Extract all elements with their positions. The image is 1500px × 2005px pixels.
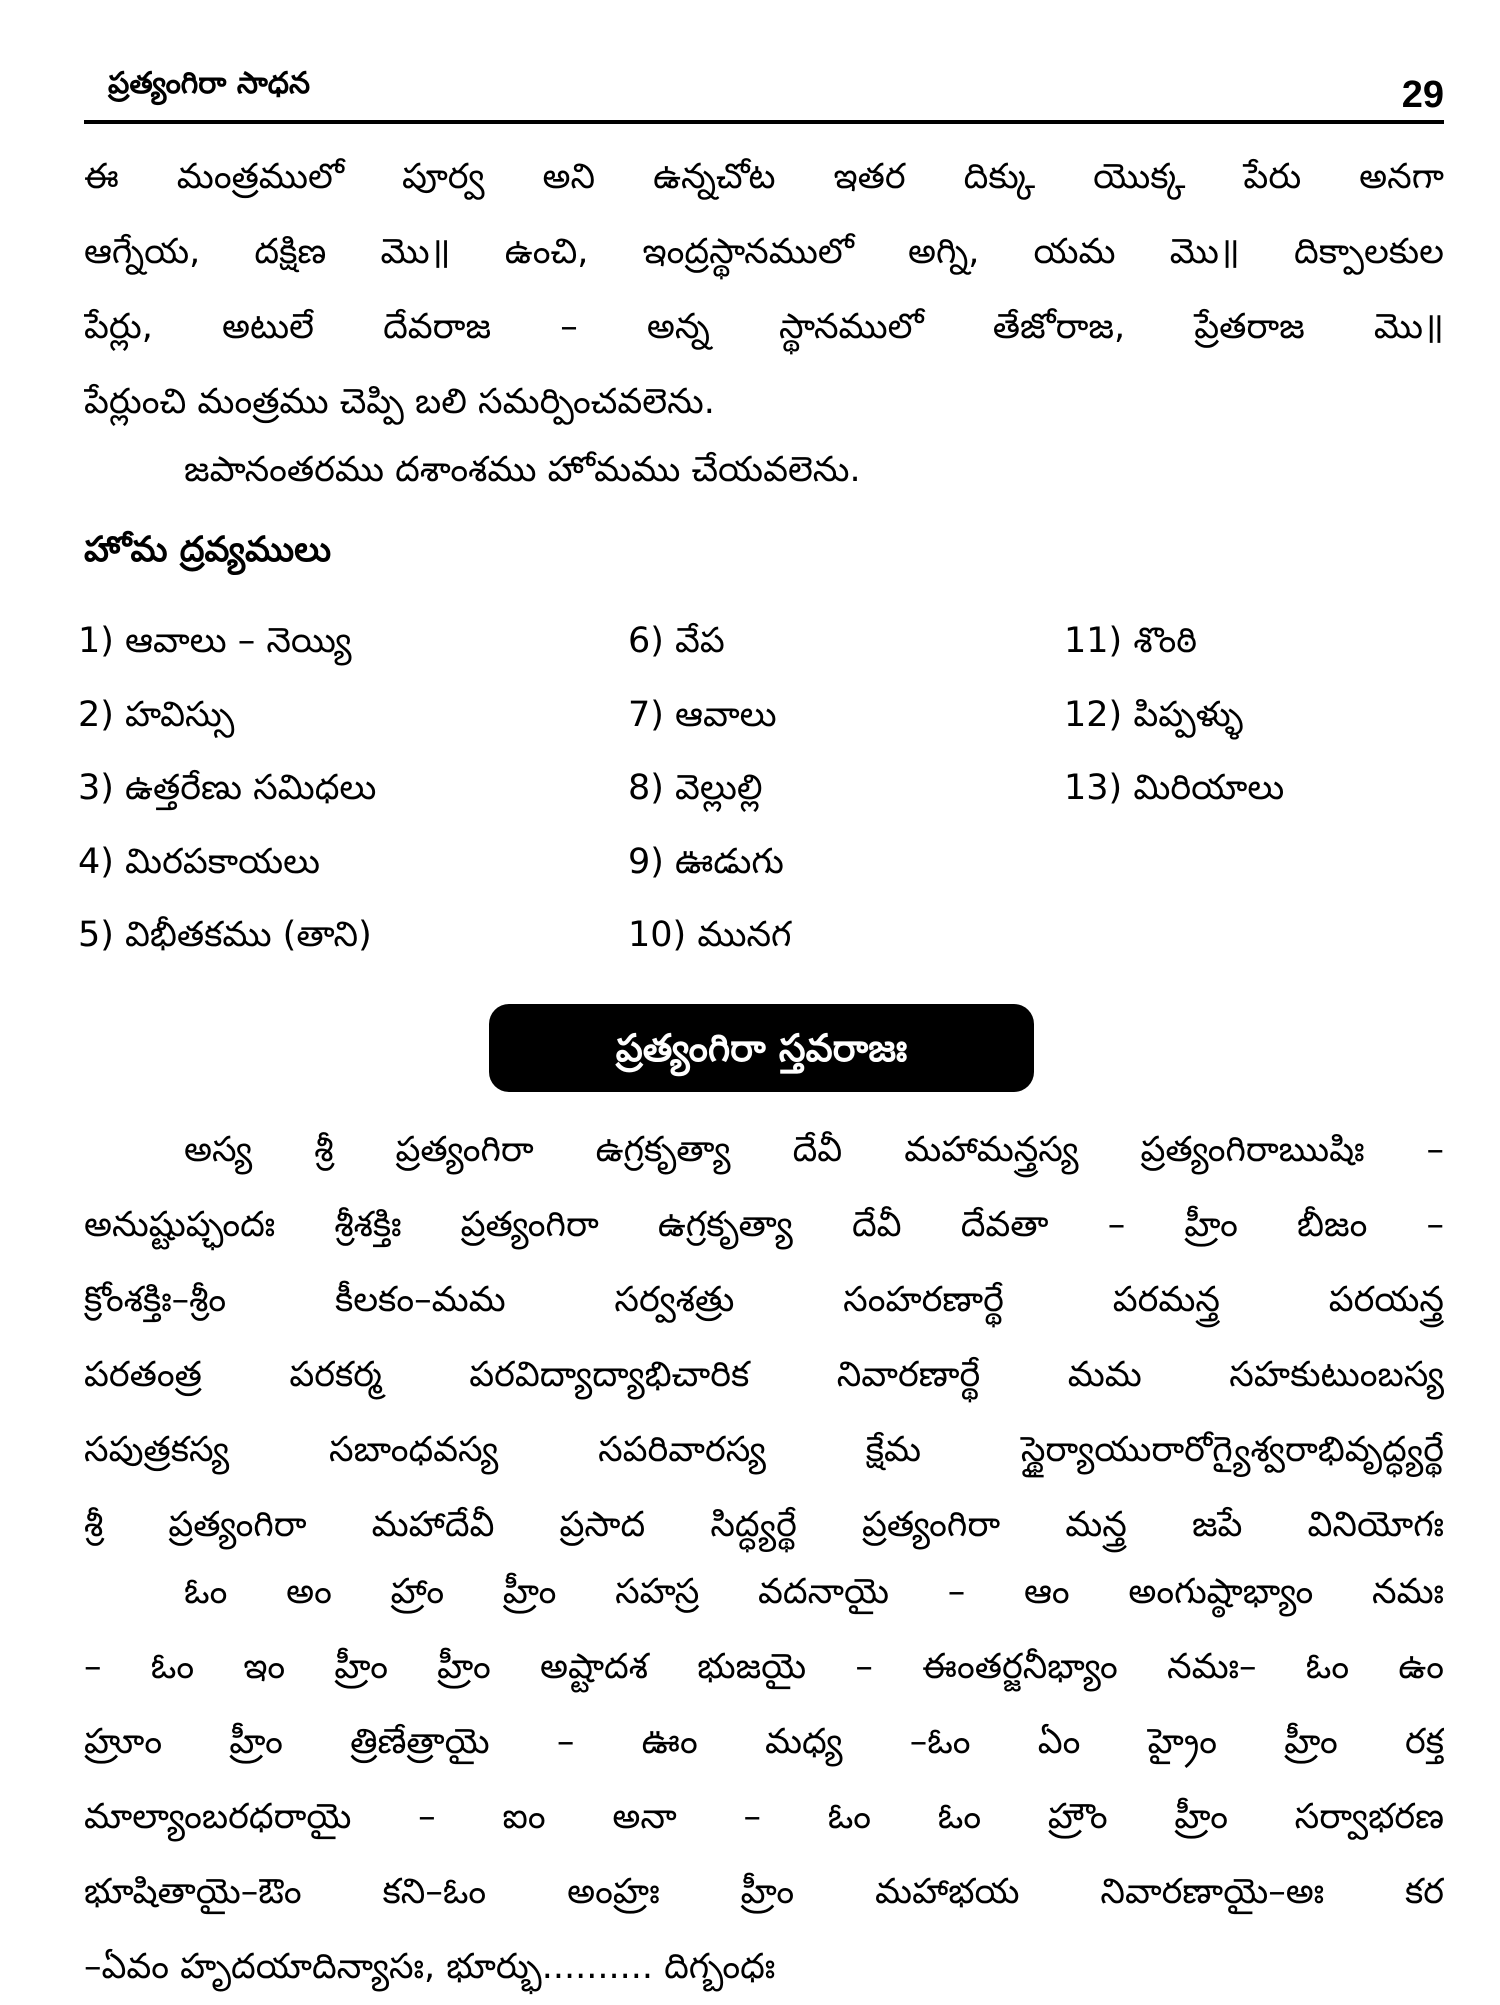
list-item: 6) వేప — [628, 621, 725, 661]
text-line: జపానంతరము దశాంశము హోమము చేయవలెను. — [184, 450, 861, 490]
text-line: పేర్లుంచి మంత్రము చెప్పి బలి సమర్పించవలెను. — [84, 382, 715, 422]
homa-heading: హోమ ద్రవ్యములు — [84, 530, 332, 570]
list-item: 7) ఆవాలు — [628, 694, 777, 735]
text-line: మాల్యాంబరధరాయై – ఐం అనా – ఓం ఓం హ్రౌం హ్రీం సర్వాభరణ — [84, 1797, 1444, 1837]
text-line: సపుత్రకస్య సబాంధవస్య సపరివారస్య క్షేమ స్థైర్యాయురారోగ్యైశ్వరాభివృద్ధ్యర్థే — [84, 1430, 1444, 1470]
page-number: 29 — [1401, 74, 1444, 116]
text-line: ఆగ్నేయ, దక్షిణ మొ॥ ఉంచి, ఇంద్రస్థానములో అగ్ని, యమ మొ॥ దిక్పాలకుల — [84, 232, 1444, 272]
text-line: హ్రూం హ్రీం త్రిణేత్రాయై – ఊం మధ్య –ఓం ఏం హ్రైం హ్రీం రక్త — [84, 1722, 1444, 1762]
list-column — [78, 605, 376, 973]
text-line: ఓం అం హ్రాం హ్రీం సహస్ర వదనాయై – ఆం అంగుష్ఠాభ్యాం నమః — [184, 1572, 1444, 1612]
list-item: 10) మునగ — [628, 915, 792, 955]
list-item: 4) మిరపకాయలు — [78, 841, 320, 882]
text-line: శ్రీ ప్రత్యంగిరా మహాదేవీ ప్రసాద సిద్ధ్యర్థే ప్రత్యంగిరా మన్త్ర జపే వినియోగః — [84, 1505, 1444, 1545]
text-line: ఈ మంత్రములో పూర్వ అని ఉన్నచోట ఇతర దిక్కు యొక్క పేరు అనగా — [84, 157, 1444, 197]
paragraph-japa — [84, 433, 1444, 508]
list-item: 11) శొంఠి — [1064, 621, 1197, 661]
list-column — [1064, 605, 1284, 826]
text-line: –ఏవం హృదయాదిన్యాసః, భూర్భు.......... దిగ్బంధః — [84, 1947, 776, 1987]
text-line: అస్య శ్రీ ప్రత్యంగిరా ఉగ్రకృత్యా దేవీ మహామన్త్రస్య ప్రత్యంగిరాఋషిః – — [184, 1130, 1444, 1170]
list-column — [628, 605, 791, 973]
paragraph-nyasa — [84, 1555, 1444, 2005]
paragraph-viniyoga — [84, 1113, 1444, 1563]
page-header — [84, 60, 1444, 124]
running-title: ప్రత్యంగిరా సాధన — [108, 66, 311, 101]
text-line: భూషితాయై–ఔం కని–ఓం అంహ్రః హ్రీం మహాభయ నివారణాయై–అః కర — [84, 1872, 1444, 1912]
list-item: 2) హవిస్సు — [78, 694, 235, 735]
text-line: అనుష్టుప్ఛందః శ్రీశక్తిః ప్రత్యంగిరా ఉగ్రకృత్యా దేవీ దేవతా – హ్రీం బీజం – — [84, 1205, 1444, 1245]
text-line: క్రోంశక్తిః–శ్రీం కీలకం–మమ సర్వశత్రు సంహరణార్థే పరమన్త్ర పరయన్త్ర — [84, 1280, 1444, 1320]
list-item: 12) పిప్పళ్ళు — [1064, 694, 1244, 735]
list-item: 5) విభీతకము (తాని) — [78, 915, 372, 955]
list-item: 13) మిరియాలు — [1064, 768, 1285, 808]
list-item: 1) ఆవాలు – నెయ్యి — [78, 621, 352, 661]
paragraph-mantra-note — [84, 140, 1444, 440]
text-line: – ఓం ఇం హ్రీం హ్రీం అష్టాదశ భుజయై – ఈంతర్జనీభ్యాం నమః– ఓం ఉం — [84, 1647, 1444, 1687]
section-title-badge: ప్రత్యంగిరా స్తవరాజః — [489, 1004, 1034, 1092]
list-item: 8) వెల్లుల్లి — [628, 768, 763, 808]
homa-materials-list — [0, 605, 1500, 975]
list-item: 9) ఊడుగు — [628, 841, 784, 882]
list-item: 3) ఉత్తరేణు సమిధలు — [78, 768, 377, 808]
text-line: పేర్లు, అటులే దేవరాజ – అన్న స్థానములో తేజోరాజ, ప్రేతరాజ మొ॥ — [84, 307, 1444, 347]
text-line: పరతంత్ర పరకర్మ పరవిద్యాద్యాభిచారిక నివారణార్థే మమ సహకుటుంబస్య — [84, 1355, 1444, 1395]
